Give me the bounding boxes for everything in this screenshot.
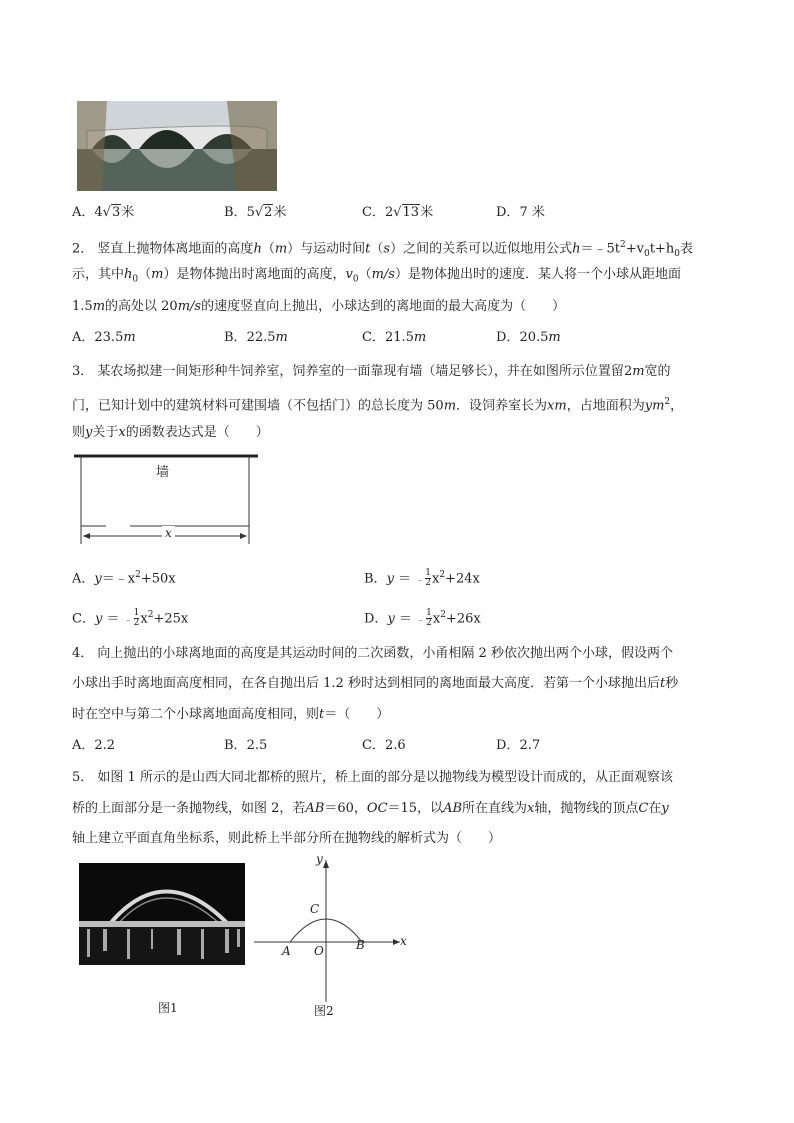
point-b-label: B	[356, 938, 365, 952]
figure-2-caption: 图2	[314, 1004, 334, 1018]
q3-line-3: 则y关于x的函数表达式是（ ）	[72, 425, 269, 440]
figure-1-caption: 图1	[158, 1001, 178, 1015]
q2-option-d[interactable]: D．20.5m	[496, 330, 561, 345]
radicand: 3	[111, 205, 121, 220]
q3-option-c[interactable]: C．y ＝ ﹣ $\frac{1}{2}$ $x^2+25x$	[72, 608, 189, 629]
option-text: 7 米	[519, 205, 545, 220]
q1-option-c[interactable]	[362, 203, 433, 223]
q1-option-b[interactable]	[224, 203, 286, 223]
coordinate-figure	[250, 852, 420, 1022]
q2-line-3: 1.5m的高处以 20m/s的速度竖直向上抛出，小球达到的离地面的最大高度为（ ）	[72, 299, 566, 314]
question-number: 5．	[72, 770, 94, 785]
question-number: 3．	[72, 364, 94, 379]
q3-option-a[interactable]: A．$y=﹣x^2+50x$	[72, 570, 176, 587]
q4-line-3: 时在空中与第二个小球离地面高度相同，则t＝（ ）	[72, 707, 390, 722]
q3-option-d[interactable]: D．y ＝ ﹣ $\frac{1}{2}$ $x^2+26x$	[364, 608, 481, 629]
q1-option-a[interactable]	[72, 203, 134, 223]
sqrt-icon: √	[393, 205, 402, 220]
x-axis-label: x	[400, 934, 407, 948]
radicand: 2	[264, 205, 273, 220]
q4-option-a[interactable]: A．2.2	[72, 738, 116, 753]
q5-line-2: 桥的上面部分是一条抛物线，如图 2，若AB＝60，OC＝15，以AB所在直线为x轴，抛物线的顶点C在y	[72, 801, 669, 816]
q5-line-1: 5． 如图 1 所示的是山西大同北都桥的照片，桥上面的部分是以抛物线为模型设计而成的，从正面观察该	[72, 770, 673, 785]
option-label: B．	[224, 205, 247, 220]
option-label: D．	[496, 205, 520, 220]
option-label: C．	[362, 205, 385, 220]
q2-option-b[interactable]: B．22.5m	[224, 330, 288, 345]
q5-line-3: 轴上建立平面直角坐标系，则此桥上半部分所在抛物线的解析式为（ ）	[72, 831, 502, 846]
q2-option-a[interactable]: A．23.5m	[72, 330, 136, 345]
question-number: 4．	[72, 646, 94, 661]
coef: 4	[94, 205, 103, 220]
bridge-photo	[77, 101, 277, 191]
q4-line-1: 4． 向上抛出的小球离地面的高度是其运动时间的二次函数，小甬相隔 2 秒依次抛出两个小球，假设两个	[72, 646, 673, 661]
q2-line-2: 示，其中$h_0(m)$是物体抛出时离地面的高度，$v_0(m/s)$是物体抛出时的速度．某人将一个小球从距地面	[72, 267, 681, 285]
q4-option-d[interactable]: D．2.7	[496, 738, 541, 753]
wall-label: 墙	[156, 465, 170, 480]
point-a-label: A	[282, 944, 291, 958]
y-axis-label: y	[316, 852, 323, 866]
sqrt-icon: √	[102, 205, 111, 220]
night-bridge-photo	[79, 863, 245, 965]
q2-line-1: 2． 竖直上抛物体离地面的高度h（m）与运动时间t（s）之间的关系可以近似地用公式$h=﹣5t^2+v_0t+h_0$表	[72, 240, 693, 259]
q3-figure	[72, 450, 262, 550]
unit: 米	[420, 205, 434, 220]
q3-line-1: 3． 某农场拟建一间矩形种牛饲养室，饲养室的一面靠现有墙（墙足够长），并在如图所示位置留2m宽的	[72, 364, 671, 379]
q3-option-b[interactable]: B．y ＝ ﹣ $\frac{1}{2}$ $x^2+24x$	[364, 568, 480, 589]
q4-option-b[interactable]: B．2.5	[224, 738, 268, 753]
x-label: x	[162, 526, 175, 540]
q3-line-2: 门，已知计划中的建筑材料可建围墙（不包括门）的总长度为 50m．设饲养室长为xm，占地面积为$ym^2$，	[72, 397, 684, 414]
point-o-label: O	[314, 944, 324, 958]
point-c-label: C	[310, 902, 320, 916]
unit: 米	[273, 205, 287, 220]
coef: 5	[246, 205, 255, 220]
coef: 2	[384, 205, 394, 220]
unit: 米	[121, 205, 135, 220]
option-label: A．	[72, 205, 95, 220]
question-number: 2．	[72, 241, 94, 257]
q1-option-d[interactable]	[496, 203, 545, 223]
sqrt-icon: √	[254, 205, 264, 220]
q2-option-c[interactable]: C．21.5m	[362, 330, 427, 345]
q4-line-2: 小球出手时离地面高度相同，在各自抛出后 1.2 秒时达到相同的离地面最大高度．若第一个小球抛出后t秒	[72, 676, 679, 691]
radicand: 13	[402, 205, 420, 220]
q4-option-c[interactable]: C．2.6	[362, 738, 406, 753]
